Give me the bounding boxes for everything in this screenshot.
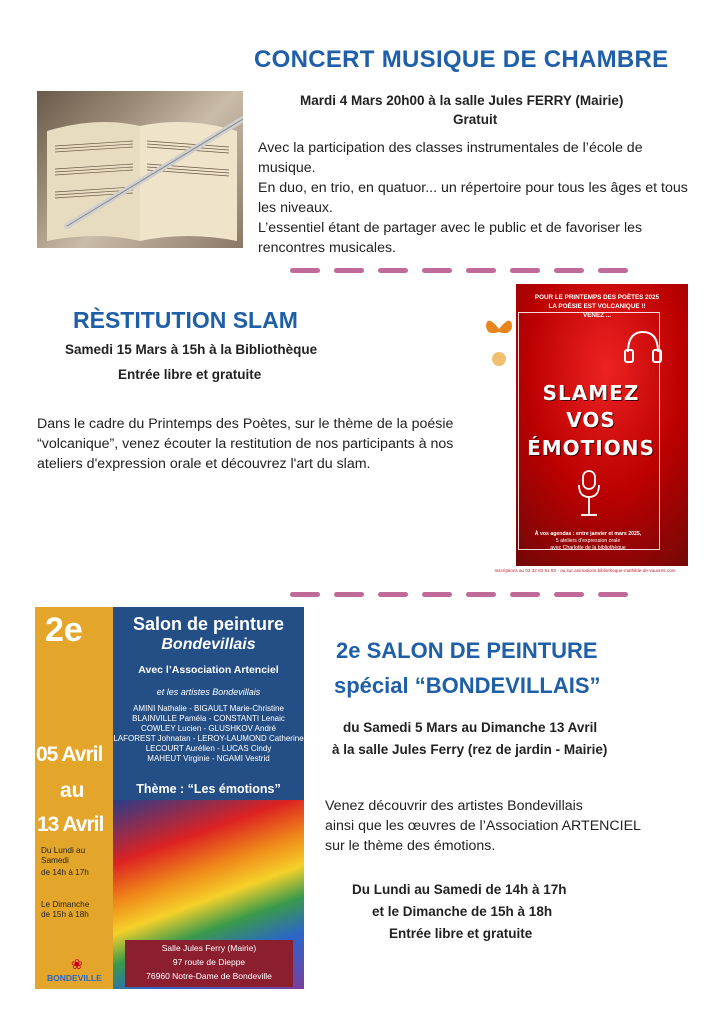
poster-heading: VENEZ ...: [583, 312, 611, 319]
flyer-address: 76960 Notre-Dame de Bondeville: [146, 971, 272, 981]
flyer-hours: Samedi: [41, 856, 69, 865]
salon-flyer: [35, 607, 304, 989]
headphones-icon: [620, 324, 666, 370]
concert-paragraph: L’essentiel étant de partager avec le public et de favoriser les rencontres musicales.: [258, 220, 643, 256]
poster-footer: 5 ateliers d'expression orale: [555, 538, 621, 544]
flyer-association: Avec l’Association Artenciel: [138, 664, 279, 676]
concert-description: [258, 138, 698, 258]
poster-heading: POUR LE PRINTEMPS DES POÈTES 2025: [534, 294, 660, 301]
salon-dates: du Samedi 5 Mars au Dimanche 13 Avril: [343, 720, 598, 735]
flyer-edition: 2e: [45, 611, 83, 649]
flyer-theme: Thème : “Les émotions”: [136, 782, 281, 796]
flyer-artist-names: LECOURT Aurélien - LUCAS Cindy: [145, 744, 272, 753]
slam-description: Dans le cadre du Printemps des Poètes, sur le thème de la poésie “volcanique”, venez écouter la restitution de nos participants à nos ateliers d'expression orale et découvrez l'art du slam.: [37, 416, 454, 472]
sheet-music-flute-photo: [37, 91, 243, 248]
poster-slogan: SLAMEZ: [542, 381, 640, 405]
concert-date: Mardi 4 Mars 20h00 à la salle Jules FERRY (Mairie): [300, 93, 624, 108]
flyer-hours: de 14h à 17h: [41, 868, 89, 877]
concert-title: CONCERT MUSIQUE DE CHAMBRE: [254, 46, 669, 73]
slam-date: Samedi 15 Mars à 15h à la Bibliothèque: [65, 342, 318, 357]
poster-caption: Inscriptions au 02 32 82 51 60 · ou sur animations.bibliotheque-mathilde-de-vauvres.com: [494, 568, 676, 573]
flyer-artist-names: LAFOREST Johnatan - LEROY-LAUMOND Catherine: [113, 734, 304, 743]
bondeville-logo: BONDEVILLE: [47, 973, 102, 983]
slam-title: RÈSTITUTION SLAM: [73, 307, 298, 333]
slam-entry: Entrée libre et gratuite: [118, 367, 262, 382]
poster-logo-strip: [482, 284, 516, 566]
flyer-subtitle: Bondevillais: [161, 636, 256, 653]
flyer-date: 13 Avril: [37, 813, 104, 836]
section-divider: [290, 592, 628, 597]
salon-location: à la salle Jules Ferry (rez de jardin - Mairie): [332, 742, 608, 757]
slam-poster: [482, 284, 688, 566]
concert-paragraph: Avec la participation des classes instrumentales de l’école de musique.: [258, 140, 643, 176]
flyer-hours: Le Dimanche: [41, 900, 90, 909]
flyer-address: Salle Jules Ferry (Mairie): [161, 943, 257, 953]
salon-description: [325, 796, 685, 856]
flyer-address: 97 route de Dieppe: [172, 957, 246, 967]
flyer-artist-names: MAHEUT Virginie - NGAMI Vestrid: [147, 754, 270, 763]
salon-title: 2e SALON DE PEINTURE: [336, 638, 598, 663]
poster-footer: avec Charlotte de la bibliothèque: [550, 545, 626, 551]
concert-paragraph: En duo, en trio, en quatuor... un répertoire pour tous les âges et tous les niveaux.: [258, 180, 688, 216]
salon-subtitle: spécial “BONDEVILLAIS”: [334, 673, 601, 698]
salon-paragraph: ainsi que les œuvres de l’Association ARTENCIEL: [325, 818, 641, 834]
flyer-artist-names: AMINI Nathalie - BIGAULT Marie-Christine: [133, 704, 284, 713]
poster-slogan: VOS: [566, 408, 616, 432]
microphone-icon: [574, 469, 604, 521]
salon-entry: Entrée libre et gratuite: [389, 926, 533, 941]
flyer-date: 05 Avril: [36, 743, 103, 766]
butterfly-icon: [482, 284, 516, 404]
flyer-hours: de 15h à 18h: [41, 910, 89, 919]
poster-slogan: ÉMOTIONS: [527, 436, 655, 460]
section-divider: [290, 268, 628, 273]
poster-heading: LA POÉSIE EST VOLCANIQUE !!: [548, 303, 646, 310]
sheet-music-illustration: [37, 91, 243, 248]
salon-paragraph: Venez découvrir des artistes Bondevillais: [325, 798, 583, 814]
concert-price: Gratuit: [453, 112, 498, 127]
flyer-artist-names: COWLEY Lucien - GLUSHKOV André: [140, 724, 277, 733]
butterfly-icon: ❀: [71, 956, 83, 972]
flyer-artists-intro: et les artistes Bondevillais: [156, 687, 261, 697]
flyer-title: Salon de peinture: [132, 614, 285, 634]
flyer-hours: Du Lundi au: [41, 846, 86, 855]
flyer-artist-names: BLAINVILLE Paméla - CONSTANTI Lenaic: [132, 714, 285, 723]
salon-hours: Du Lundi au Samedi de 14h à 17h: [352, 882, 567, 897]
flyer-date: au: [60, 779, 85, 802]
poster-footer: À vos agendas : entre janvier et mars 2025,: [534, 531, 642, 537]
salon-hours: et le Dimanche de 15h à 18h: [372, 904, 553, 919]
salon-paragraph: sur le thème des émotions.: [325, 838, 496, 854]
